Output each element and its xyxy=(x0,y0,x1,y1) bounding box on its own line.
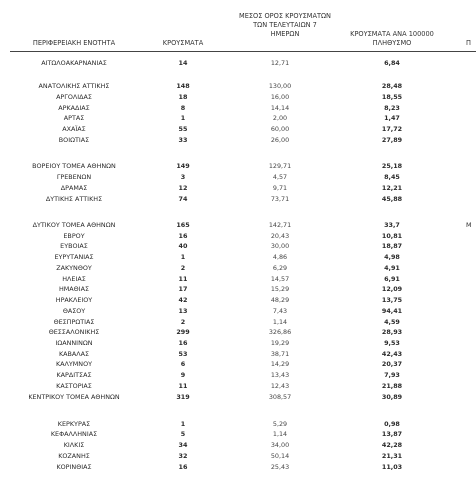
row-per100k-cell: 21,88 xyxy=(381,382,403,390)
row-avg7-cell: 15,29 xyxy=(270,285,290,293)
row-region-cell: ΕΒΡΟΥ xyxy=(63,232,85,240)
row-cases-cell: 319 xyxy=(176,393,190,401)
row-per100k-cell: 11,03 xyxy=(381,463,403,471)
row-avg7-cell: 142,71 xyxy=(268,221,292,229)
row-cases-cell: 74 xyxy=(178,195,188,203)
row-avg7-cell: 50,14 xyxy=(270,452,290,460)
header-avg7 xyxy=(230,12,340,39)
row-region-cell: ΗΡΑΚΛΕΙΟΥ xyxy=(55,296,93,304)
row-avg7-cell: 60,00 xyxy=(270,125,290,133)
row-region-cell: ΘΕΣΣΑΛΟΝΙΚΗΣ xyxy=(48,328,100,336)
row-cases-cell: 1 xyxy=(180,420,186,428)
row-cases-cell: 32 xyxy=(178,452,188,460)
row-cases-cell: 11 xyxy=(178,275,188,283)
row-region-cell: ΑΡΚΑΔΙΑΣ xyxy=(58,104,90,112)
row-per100k-cell: 25,18 xyxy=(381,162,403,170)
row-cases-cell: 2 xyxy=(180,264,186,272)
row-avg7-cell: 20,43 xyxy=(270,232,290,240)
row-avg7-cell: 34,00 xyxy=(270,441,290,449)
row-region-cell: ΔΡΑΜΑΣ xyxy=(60,184,88,192)
header-rule xyxy=(10,51,476,52)
row-cases-cell: 33 xyxy=(178,136,188,144)
row-avg7-cell: 12,43 xyxy=(270,382,290,390)
row-cases-cell: 53 xyxy=(178,350,188,358)
row-avg7-cell: 26,00 xyxy=(270,136,290,144)
header-cases: ΚΡΟΥΣΜΑΤΑ xyxy=(162,39,204,47)
row-cases-cell: 18 xyxy=(178,93,188,101)
header-per100k xyxy=(340,30,444,48)
row-cases-cell: 11 xyxy=(178,382,188,390)
row-region-cell: ΚΑΛΥΜΝΟΥ xyxy=(55,360,93,368)
row-region-cell: ΔΥΤΙΚΟΥ ΤΟΜΕΑ ΑΘΗΝΩΝ xyxy=(32,221,116,229)
row-per100k-cell: 42,43 xyxy=(381,350,403,358)
row-per100k-cell: 4,98 xyxy=(384,253,400,261)
row-avg7-cell: 4,57 xyxy=(272,173,288,181)
row-extra-cell: Μ xyxy=(466,221,472,229)
header-avg7-line1: ΜΕΣΟΣ ΟΡΟΣ ΚΡΟΥΣΜΑΤΩΝ xyxy=(239,12,331,20)
row-per100k-cell: 30,89 xyxy=(381,393,403,401)
row-cases-cell: 8 xyxy=(180,104,186,112)
row-region-cell: ΕΥΡΥΤΑΝΙΑΣ xyxy=(54,253,94,261)
row-cases-cell: 148 xyxy=(176,82,190,90)
row-cases-cell: 13 xyxy=(178,307,188,315)
row-region-cell: ΚΕΡΚΥΡΑΣ xyxy=(57,420,91,428)
row-region-cell: ΚΕΝΤΡΙΚΟΥ ΤΟΜΕΑ ΑΘΗΝΩΝ xyxy=(28,393,120,401)
row-cases-cell: 2 xyxy=(180,318,186,326)
row-avg7-cell: 1,14 xyxy=(272,430,288,438)
row-cases-cell: 42 xyxy=(178,296,188,304)
row-region-cell: ΓΡΕΒΕΝΩΝ xyxy=(56,173,92,181)
row-per100k-cell: 45,88 xyxy=(381,195,403,203)
row-cases-cell: 17 xyxy=(178,285,188,293)
row-cases-cell: 12 xyxy=(178,184,188,192)
header-per100k-line1: ΚΡΟΥΣΜΑΤΑ ΑΝΑ 100000 xyxy=(350,30,434,38)
row-per100k-cell: 8,45 xyxy=(384,173,400,181)
row-region-cell: ΚΑΡΔΙΤΣΑΣ xyxy=(56,371,92,379)
row-region-cell: ΗΜΑΘΙΑΣ xyxy=(58,285,89,293)
row-cases-cell: 40 xyxy=(178,242,188,250)
row-region-cell: ΚΙΛΚΙΣ xyxy=(63,441,85,449)
row-cases-cell: 16 xyxy=(178,463,188,471)
row-cases-cell: 1 xyxy=(180,253,186,261)
row-per100k-cell: 94,41 xyxy=(381,307,403,315)
row-region-cell: ΚΑΒΑΛΑΣ xyxy=(58,350,90,358)
header-extra: Π xyxy=(466,39,471,47)
row-per100k-cell: 12,09 xyxy=(381,285,403,293)
row-region-cell: ΙΩΑΝΝΙΝΩΝ xyxy=(55,339,93,347)
header-avg7-line2: ΤΩΝ ΤΕΛΕΥΤΑΙΩΝ 7 xyxy=(253,21,317,29)
row-region-cell: ΒΟΡΕΙΟΥ ΤΟΜΕΑ ΑΘΗΝΩΝ xyxy=(32,162,116,170)
row-per100k-cell: 4,91 xyxy=(384,264,400,272)
row-cases-cell: 299 xyxy=(176,328,190,336)
row-per100k-cell: 18,87 xyxy=(381,242,403,250)
row-region-cell: ΖΑΚΥΝΘΟΥ xyxy=(56,264,92,272)
row-avg7-cell: 25,43 xyxy=(270,463,290,471)
row-per100k-cell: 18,55 xyxy=(381,93,403,101)
row-region-cell: ΚΕΦΑΛΛΗΝΙΑΣ xyxy=(50,430,98,438)
row-region-cell: ΚΟΖΑΝΗΣ xyxy=(58,452,90,460)
row-avg7-cell: 4,86 xyxy=(272,253,288,261)
row-per100k-cell: 17,72 xyxy=(381,125,403,133)
row-avg7-cell: 1,14 xyxy=(272,318,288,326)
row-cases-cell: 3 xyxy=(180,173,186,181)
row-avg7-cell: 130,00 xyxy=(268,82,292,90)
row-avg7-cell: 5,29 xyxy=(272,420,288,428)
row-avg7-cell: 48,29 xyxy=(270,296,290,304)
header-avg7-line3: ΗΜΕΡΩΝ xyxy=(270,30,300,38)
row-avg7-cell: 30,00 xyxy=(270,242,290,250)
row-cases-cell: 5 xyxy=(180,430,186,438)
row-avg7-cell: 2,00 xyxy=(272,114,288,122)
row-avg7-cell: 326,86 xyxy=(268,328,292,336)
row-avg7-cell: 6,29 xyxy=(272,264,288,272)
row-per100k-cell: 4,59 xyxy=(384,318,400,326)
row-region-cell: ΔΥΤΙΚΗΣ ΑΤΤΙΚΗΣ xyxy=(45,195,103,203)
row-avg7-cell: 16,00 xyxy=(270,93,290,101)
row-region-cell: ΑΝΑΤΟΛΙΚΗΣ ΑΤΤΙΚΗΣ xyxy=(38,82,110,90)
row-per100k-cell: 6,91 xyxy=(384,275,400,283)
row-per100k-cell: 21,31 xyxy=(381,452,403,460)
row-per100k-cell: 42,28 xyxy=(381,441,403,449)
row-cases-cell: 16 xyxy=(178,339,188,347)
row-avg7-cell: 14,57 xyxy=(270,275,290,283)
row-cases-cell: 149 xyxy=(176,162,190,170)
row-region-cell: ΒΟΙΩΤΙΑΣ xyxy=(58,136,90,144)
row-region-cell: ΗΛΕΙΑΣ xyxy=(62,275,86,283)
row-per100k-cell: 28,93 xyxy=(381,328,403,336)
row-avg7-cell: 38,71 xyxy=(270,350,290,358)
row-per100k-cell: 7,93 xyxy=(384,371,400,379)
row-avg7-cell: 129,71 xyxy=(268,162,292,170)
row-cases-cell: 165 xyxy=(176,221,190,229)
row-avg7-cell: 14,29 xyxy=(270,360,290,368)
row-per100k-cell: 13,75 xyxy=(381,296,403,304)
row-per100k-cell: 9,53 xyxy=(384,339,400,347)
row-per100k-cell: 6,84 xyxy=(384,59,400,67)
row-per100k-cell: 10,81 xyxy=(381,232,403,240)
row-per100k-cell: 13,87 xyxy=(381,430,403,438)
header-per100k-line2: ΠΛΗΘΥΣΜΟ xyxy=(372,39,412,47)
row-per100k-cell: 27,89 xyxy=(381,136,403,144)
row-per100k-cell: 0,98 xyxy=(384,420,400,428)
row-avg7-cell: 73,71 xyxy=(270,195,290,203)
row-region-cell: ΘΑΣΟΥ xyxy=(62,307,86,315)
row-region-cell: ΑΧΑΪΑΣ xyxy=(62,125,86,133)
row-region-cell: ΑΡΤΑΣ xyxy=(63,114,85,122)
row-avg7-cell: 12,71 xyxy=(270,59,290,67)
row-avg7-cell: 9,71 xyxy=(272,184,288,192)
row-region-cell: ΚΟΡΙΝΘΙΑΣ xyxy=(56,463,92,471)
row-region-cell: ΑΙΤΩΛΟΑΚΑΡΝΑΝΙΑΣ xyxy=(41,59,107,67)
row-region-cell: ΑΡΓΟΛΙΔΑΣ xyxy=(56,93,92,101)
row-avg7-cell: 14,14 xyxy=(270,104,290,112)
row-per100k-cell: 28,48 xyxy=(381,82,403,90)
row-avg7-cell: 19,29 xyxy=(270,339,290,347)
row-avg7-cell: 7,43 xyxy=(272,307,288,315)
row-cases-cell: 55 xyxy=(178,125,188,133)
row-per100k-cell: 20,37 xyxy=(381,360,403,368)
row-cases-cell: 9 xyxy=(180,371,186,379)
row-region-cell: ΘΕΣΠΡΩΤΙΑΣ xyxy=(53,318,95,326)
row-cases-cell: 16 xyxy=(178,232,188,240)
row-per100k-cell: 1,47 xyxy=(384,114,400,122)
row-avg7-cell: 13,43 xyxy=(270,371,290,379)
row-region-cell: ΕΥΒΟΙΑΣ xyxy=(60,242,88,250)
row-per100k-cell: 12,21 xyxy=(381,184,403,192)
row-region-cell: ΚΑΣΤΟΡΙΑΣ xyxy=(56,382,92,390)
row-avg7-cell: 308,57 xyxy=(268,393,292,401)
row-cases-cell: 14 xyxy=(178,59,188,67)
row-cases-cell: 1 xyxy=(180,114,186,122)
row-cases-cell: 6 xyxy=(180,360,186,368)
row-cases-cell: 34 xyxy=(178,441,188,449)
header-region: ΠΕΡΙΦΕΡΕΙΑΚΗ ΕΝΟΤΗΤΑ xyxy=(32,39,116,47)
row-per100k-cell: 33,7 xyxy=(384,221,400,229)
row-per100k-cell: 8,23 xyxy=(384,104,400,112)
